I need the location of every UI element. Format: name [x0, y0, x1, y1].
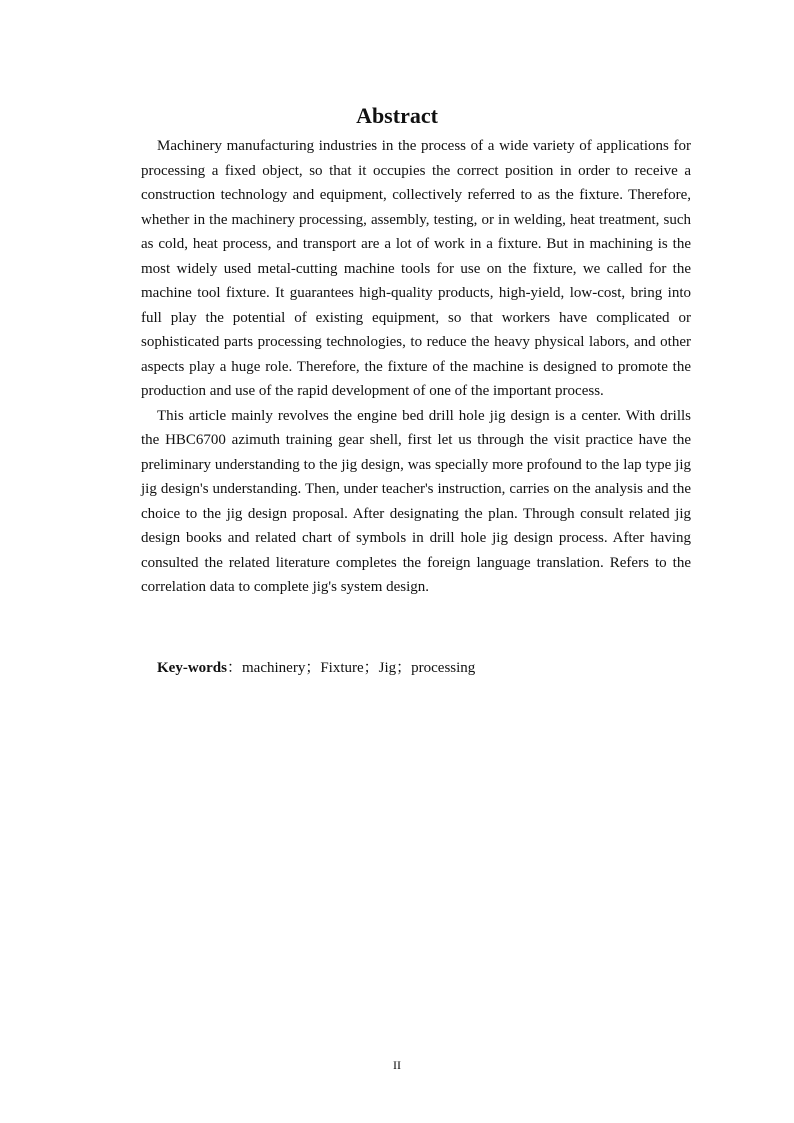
keywords-line [157, 656, 475, 680]
keywords-label: Key-words [157, 660, 227, 676]
abstract-body [141, 134, 691, 600]
page-number: II [393, 1058, 401, 1072]
keywords-list: machinery；Fixture；Jig；processing [242, 660, 476, 676]
abstract-paragraph-1: Machinery manufacturing industries in the process of a wide variety of applications for processing a fixed object, so that it occupies the correct position in order to receive a construction technology and equipment, collectively referred to as the fixture. Therefore, whether in the machinery processing, assembly, testing, or in welding, heat treatment, such as cold, heat process, and transport are a lot of work in a fixture. But in machining is the most widely used metal-cutting machine tools for use on the fixture, we called for the machine tool fixture. It guarantees high-quality products, high-yield, low-cost, bring into full play the potential of existing equipment, so that workers have complicated or sophisticated parts processing technologies, to reduce the heavy physical labors, and other aspects play a huge role. Therefore, the fixture of the machine is designed to promote the production and use of the rapid development of one of the important process. [141, 138, 691, 399]
page-title: Abstract [356, 103, 438, 128]
abstract-paragraph-2: This article mainly revolves the engine bed drill hole jig design is a center. With drills the HBC6700 azimuth training gear shell, first let us through the visit practice have the preliminary understanding to the jig design, was specially more profound to the lap type jig jig design's understanding. Then, under teacher's instruction, carries on the analysis and the choice to the jig design proposal. After designating the plan. Through consult related jig design books and related chart of symbols in drill hole jig design process. After having consulted the related literature completes the foreign language translation. Refers to the correlation data to complete jig's system design. [141, 407, 691, 595]
keywords-separator: ： [227, 660, 243, 676]
